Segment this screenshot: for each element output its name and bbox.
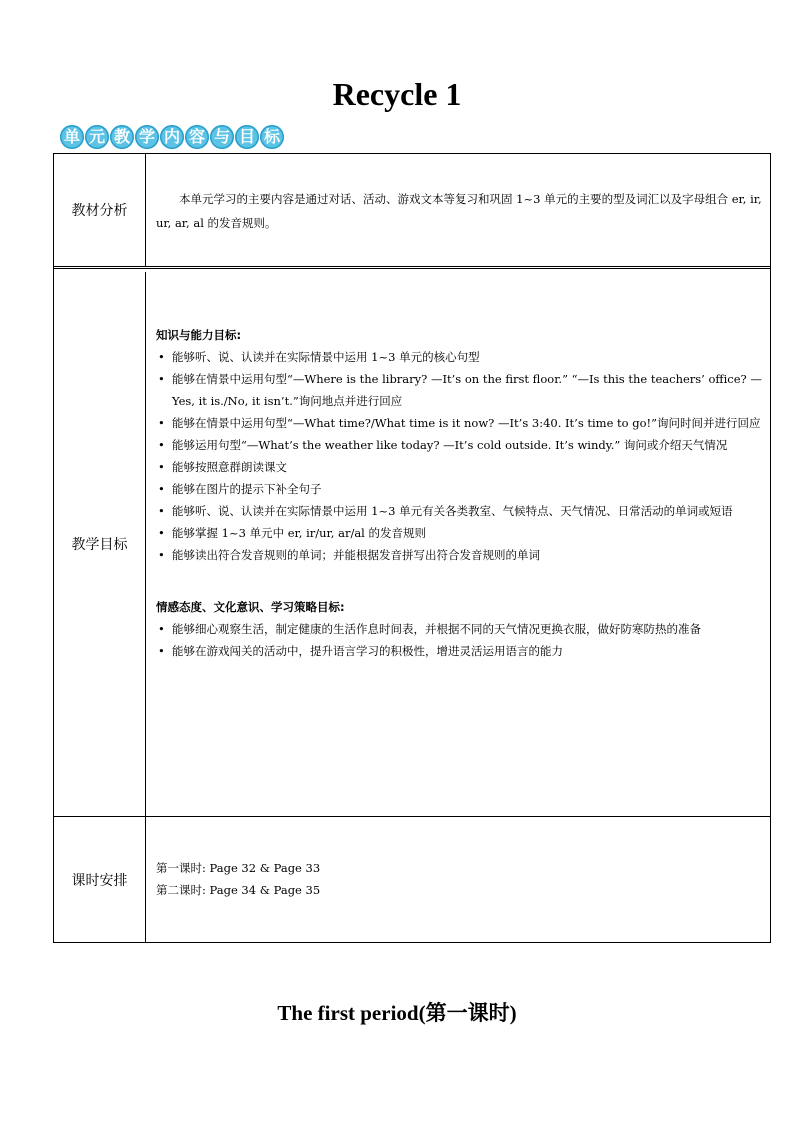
goals-section-title: 知识与能力目标: [156, 328, 242, 342]
section-banner [60, 125, 284, 153]
banner-char: 容 [185, 125, 209, 149]
row-schedule [54, 817, 770, 942]
list-item: • 能够按照意群朗读课文 [156, 456, 764, 478]
list-item: • 能够掌握 1~3 单元中 er, ir/ur, ar/al 的发音规则 [156, 522, 764, 544]
list-item: • 能够读出符合发音规则的单词；并能根据发音拼写出符合发音规则的单词 [156, 544, 764, 566]
page-title: Recycle 1 [332, 76, 462, 112]
schedule-line: 第一课时: Page 32 & Page 33 [156, 861, 321, 875]
list-item: • 能够在情景中运用句型“—What time?/What time is it now? —It’s 3:40. It’s time to go!”询问时间并进行回应 [156, 412, 764, 434]
row-goals [54, 272, 770, 817]
list-item: • 能够在情景中运用句型“—Where is the library? —It’s on the first floor.” “—Is this the teachers’ office? —Yes, it is./No, it isn’t.”询问地点并进行回应 [156, 368, 764, 412]
list-item: • 能够在游戏闯关的活动中，提升语言学习的积极性，增进灵活运用语言的能力 [156, 640, 764, 662]
banner-char: 标 [260, 125, 284, 149]
list-item: • 能够在图片的提示下补全句子 [156, 478, 764, 500]
banner-char: 单 [60, 125, 84, 149]
banner-char: 内 [160, 125, 184, 149]
list-item: • 能够细心观察生活，制定健康的生活作息时间表，并根据不同的天气情况更换衣服，做好防寒防热的准备 [156, 618, 764, 640]
goals-content [146, 272, 770, 816]
goals-list [156, 618, 764, 662]
banner-char: 与 [210, 125, 234, 149]
list-item: • 能够运用句型“—What’s the weather like today? —It’s cold outside. It’s windy.” 询问或介绍天气情况 [156, 434, 764, 456]
unit-table [53, 153, 771, 943]
row-label-analysis: 教材分析 [54, 154, 146, 266]
row-analysis [54, 154, 770, 269]
goals-list [156, 346, 764, 566]
analysis-text: 本单元学习的主要内容是通过对话、活动、游戏文本等复习和巩固 1~3 单元的主要的型及词汇以及字母组合 er, ir, ur, ar, al 的发音规则。 [156, 192, 762, 230]
banner-char: 学 [135, 125, 159, 149]
list-item: • 能够听、说、认读并在实际情景中运用 1~3 单元的核心句型 [156, 346, 764, 368]
list-item: • 能够听、说、认读并在实际情景中运用 1~3 单元有关各类教室、气候特点、天气情况、日常活动的单词或短语 [156, 500, 764, 522]
row-label-schedule: 课时安排 [54, 817, 146, 942]
schedule-line: 第二课时: Page 34 & Page 35 [156, 883, 321, 897]
goals-section-title: 情感态度、文化意识、学习策略目标: [156, 600, 345, 614]
banner-char: 元 [85, 125, 109, 149]
schedule-content [146, 817, 770, 942]
banner-char: 教 [110, 125, 134, 149]
period-title: The first period(第一课时) [277, 1001, 517, 1025]
banner-char: 目 [235, 125, 259, 149]
row-label-goals: 教学目标 [54, 272, 146, 816]
